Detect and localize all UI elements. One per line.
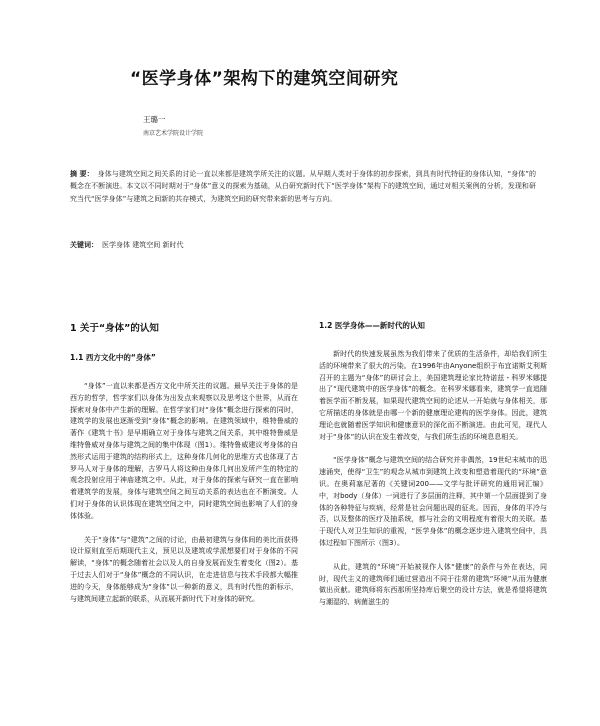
section-heading-1: 1 关于“身体”的认知 [70,323,159,334]
right-column [319,320,547,621]
paragraph: 新时代的快速发展虽然为我们带来了优质的生活条件，却给我们所生活的环境带来了很大的污染。在1996年由Anyone组织于布宜诺斯艾利斯召开的主题为“身体”的研讨会上，美国建筑理论家比特诺兹・科罗米娜提出了“现代建筑中的医学身体”的概念。在科罗米娜看来，建筑学一直追随着医学而不断发展，如果现代建筑空间的论述从一开始就与身体相关，那它所描述的身体就是由哪一个新的健康理论建构的医学身体。因此，建筑理论也就随着医学知识和健康意识的深化而不断演进。由此可见，现代人对于“身体”的认识在发生着改变，与我们所生活的环境息息相关。 [319,350,547,441]
keywords-label: 关键词： [70,241,98,249]
abstract-label: 摘 要： [70,170,94,178]
author-affiliation: 南京艺术学院设计学院 [143,130,204,137]
subsection-heading-1-1: 1.1 西方文化中的“身体” [70,353,156,362]
keywords [70,240,183,250]
paragraph: “身体”一直以来都是西方文化中所关注的议题。最早关注于身体的是西方的哲学，哲学家们以身体为出发点来观察以及思考这个世界，从而在探索对身体中产生新的理解。在哲学家们对“身体”概念进行探索的同时，建筑学的发展也逐渐受到“身体”概念的影响。在建筑领域中，维特鲁威的著作《建筑十书》是早期确立对于身体与建筑之间关系，其中维特鲁威是维特鲁威对身体与建筑之间的集中体现（图1）。维特鲁威建议考身体的自然形式运用于建筑的结构形式上，这种身体几何化的思维方式也体现了古罗马人对于身体的理解，古罗马人将这种由身体几何出发所产生的特定的观念投射应用于神庙建筑之中。从此，对于身体的探索与研究一直在影响着建筑学的发展，身体与建筑空间之间互动关系的表达也在不断演变。人们对于身体的认识体现在建筑空间之中，同时建筑空间也影响了人们的身体体验。 [70,382,298,520]
paragraph: 关于“身体”与“建筑”之间的讨论，由最初建筑与身体间的美比而获得设计原则直至后期现代主义，预见以及建筑或学派想要们对于身体的不同解读，“身体”的概念随着社会以及人的自身发展而发生着变化（图2）。基于过去人们对于“身体”概念的不同认识，在走进信息与技术手段都大幅推进的今天，身体能够成为“身体”以一种新的意义，具有时代性的新标示，与建筑间建立起新的联系，从而展开新时代下对身体的研究。 [70,535,298,603]
left-column [70,320,298,617]
author-name: 王璐一 [143,115,166,124]
paragraph: “医学身体”概念与建筑空间的结合研究并非偶然，19世纪末城市的迅速涌突，使得“卫生”的观念从城市到建筑上改变和塑造着现代的“环境”意识。在奥莉塞尼著的《关键词200——文学与批评研究的通用词汇编》中，对body（身体）一词进行了多层面的注释，其中第一个层面提到了身体的各种特征与疾病，经常是社会问题出现的征兆。因而，身体的平冷与否，以及整体的医疗及抽系统，都与社会的文明程度有着很大的关联。基于现代人对卫生知识的重视，“医学身体”的概念逐步进入建筑空间中，具体过程如下图所示（图3）。 [319,456,547,547]
paper-title: “医学身体”架构下的建筑空间研究 [130,69,399,89]
abstract [70,168,536,205]
subsection-heading-1-2: 1.2 医学身体——新时代的认知 [319,321,425,330]
paragraph: 从此，建筑的“环境”开始被视作人体“健康”的条件与外在表达，同时，现代主义的建筑师们通过营造出不同于往常的建筑“环境”从而为健康做出贡献。建筑师将东西那所坚持库后聚空的设计方法，就是希望将建筑与潮湿的、病菌滋生的 [319,562,547,607]
keywords-text: 医学身体 建筑空间 新时代 [102,241,184,249]
abstract-text: 身体与建筑空间之间关系的讨论一直以来都是建筑学所关注的议题。从早期人类对于身体的初步探索，到具有时代特征的身体认知，“身体”的概念在不断演进。本文以不同时期对于“身体”意义的探索为基础，从白研究新时代下“医学身体”架构下的建筑空间，通过对相关案例的分析，发现和研究当代“医学身体”与建筑之间新的共存模式，为建筑空间的研究带来新的思考与方向。 [70,170,536,203]
